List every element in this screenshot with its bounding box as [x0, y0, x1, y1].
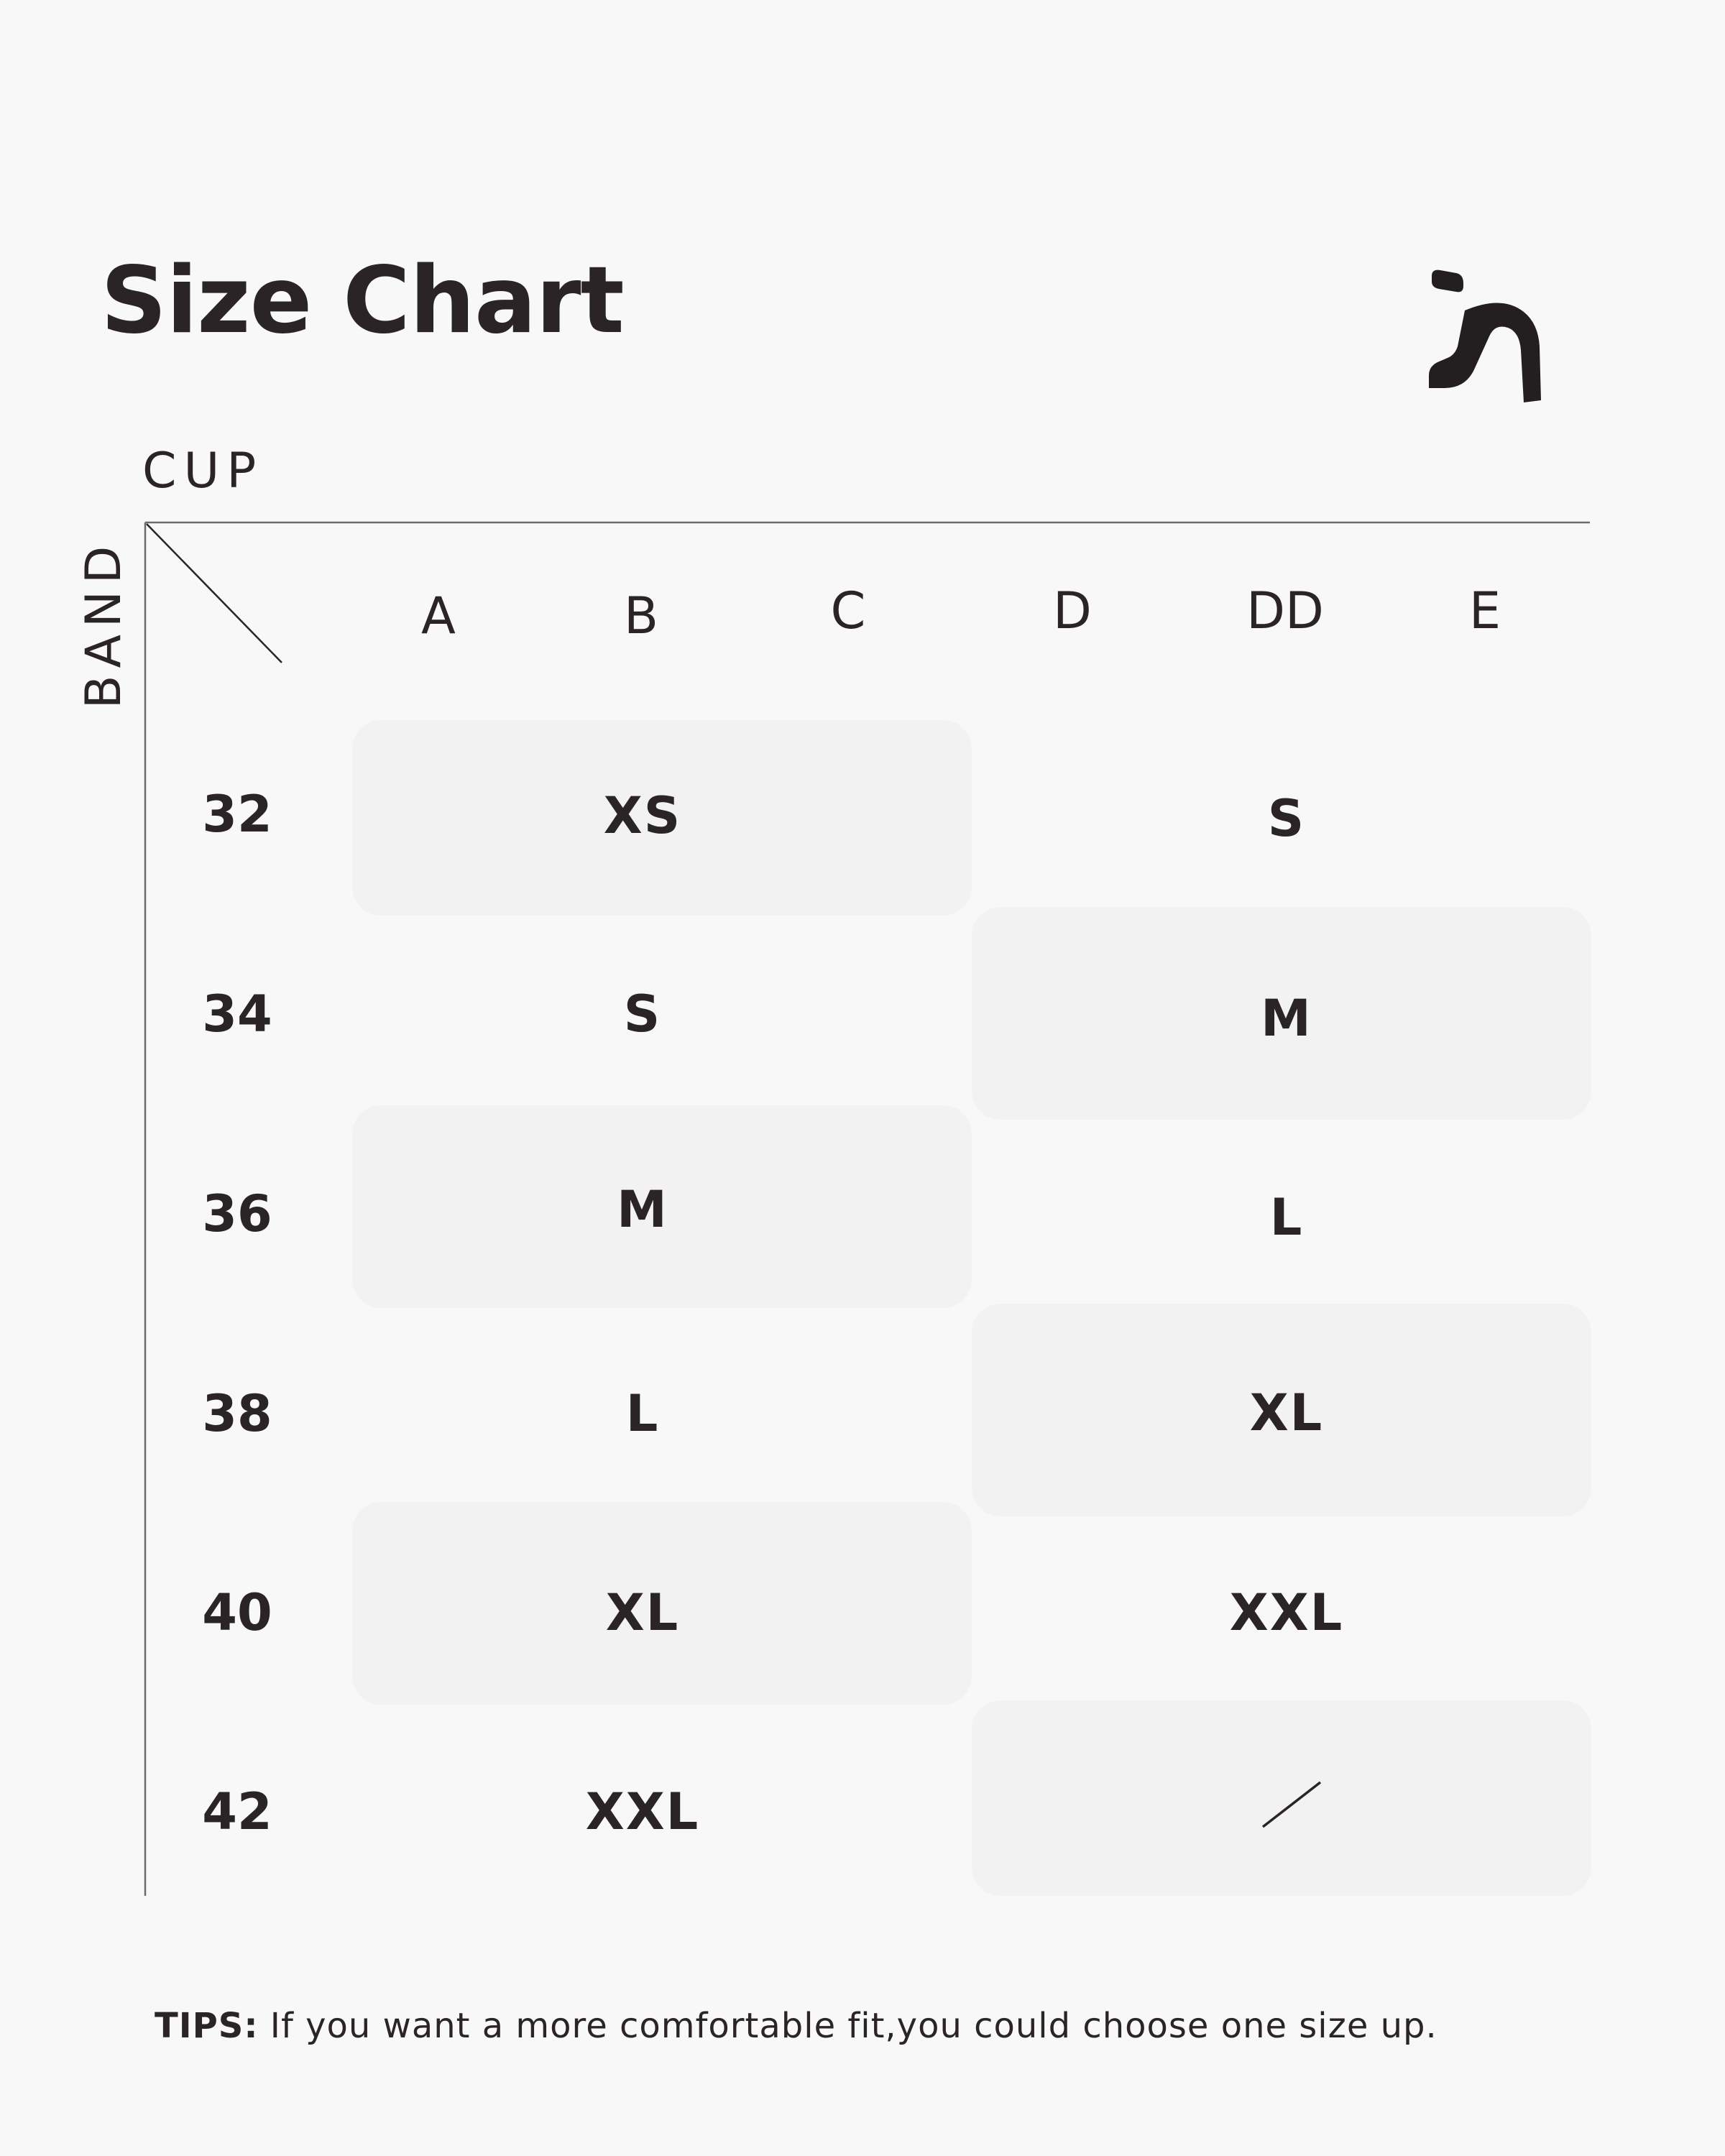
brand-logo-icon: [1423, 267, 1549, 407]
cup-header-d: D: [1053, 581, 1092, 640]
size-cell-40-dde: XXL: [1229, 1583, 1344, 1642]
size-cell-38-abc: L: [625, 1384, 660, 1443]
band-header-38: 38: [202, 1384, 272, 1443]
size-cell-34-abc: S: [623, 985, 662, 1044]
band-header-34: 34: [202, 985, 272, 1044]
cup-header-dd: DD: [1246, 581, 1324, 640]
size-cell-32-abc: XS: [603, 786, 682, 845]
slash-icon: [1261, 1781, 1322, 1828]
cup-axis-label: CUP: [142, 443, 264, 499]
band-header-40: 40: [202, 1583, 272, 1642]
tips-note: [155, 2006, 1438, 2046]
tips-label: TIPS:: [155, 2006, 259, 2046]
size-cell-36-abc: M: [617, 1180, 668, 1239]
cup-header-a: A: [421, 586, 456, 645]
size-cell-40-abc: XL: [605, 1583, 680, 1642]
size-cell-34-dde: M: [1261, 989, 1312, 1048]
band-header-42: 42: [202, 1782, 272, 1841]
size-cell-38-dde: XL: [1249, 1383, 1324, 1442]
page-title: Size Chart: [101, 247, 624, 354]
cup-header-e: E: [1468, 581, 1501, 640]
band-header-36: 36: [202, 1184, 272, 1243]
size-cell-36-dde: L: [1269, 1188, 1304, 1247]
cup-header-c: C: [830, 581, 866, 640]
band-axis-label: BAND: [75, 538, 132, 709]
size-cell-32-dde: S: [1267, 789, 1306, 848]
band-header-32: 32: [202, 785, 272, 844]
tips-text: If you want a more comfortable fit,you could choose one size up.: [258, 2006, 1438, 2046]
size-cell-42-abc: XXL: [585, 1782, 700, 1841]
cup-header-b: B: [623, 586, 659, 645]
